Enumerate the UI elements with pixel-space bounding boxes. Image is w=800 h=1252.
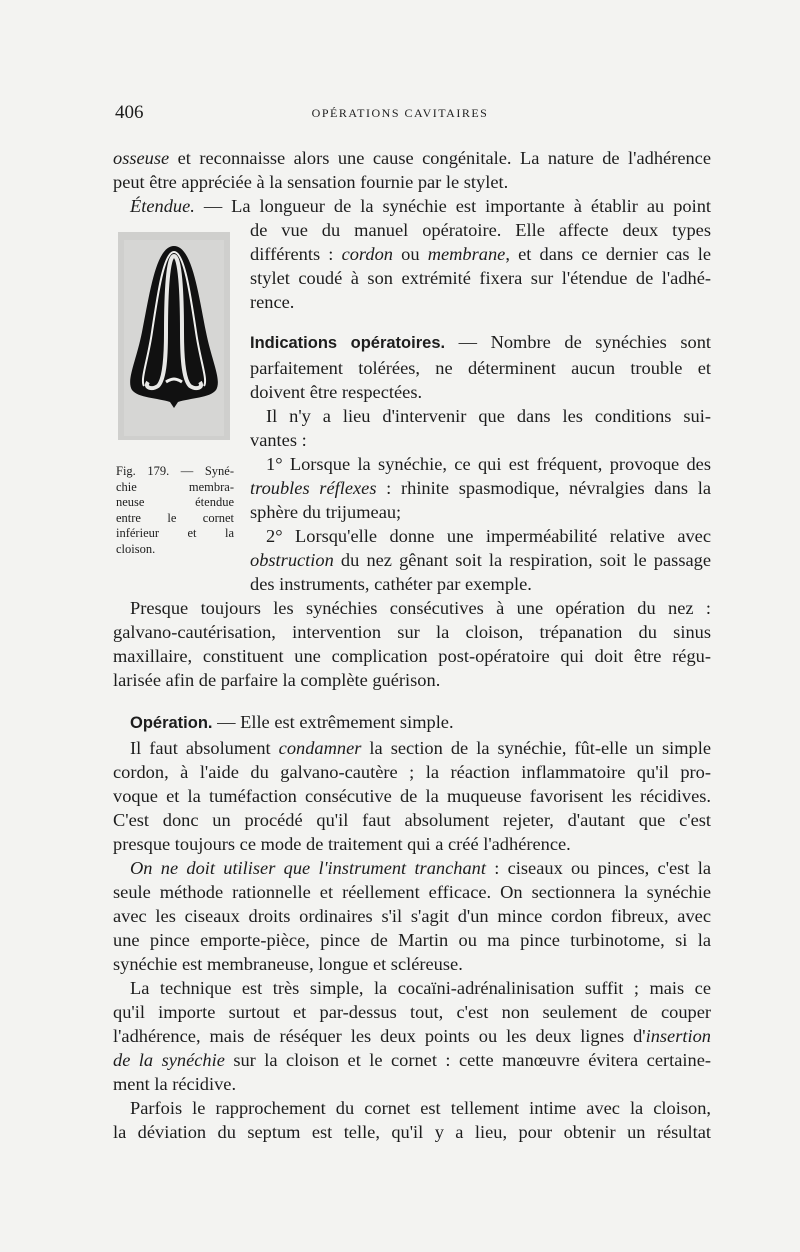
figure-caption — [116, 464, 234, 557]
text-line: la déviation du septum est telle, qu'il y a lieu, pour obtenir un résultat — [113, 1122, 711, 1142]
text-line: ment la récidive. — [113, 1074, 237, 1094]
text-line: 2° Lorsqu'elle donne une imperméabilité relative avec — [266, 526, 711, 546]
section-heading: Indications opératoires. — [250, 334, 446, 352]
text-line: Presque toujours les synéchies consécutives à une opération du nez : — [130, 598, 711, 618]
text-line: vantes : — [250, 430, 307, 450]
text-line: avec les ciseaux droits ordinaires s'il s'agit d'un mince cordon fibreux, avec — [113, 906, 711, 926]
text-line: peut être appréciée à la sensation fournie par le stylet. — [113, 172, 509, 192]
text-line: stylet coudé à son extrémité fixera sur l'étendue de l'adhé- — [250, 268, 711, 288]
text-line: Parfois le rapprochement du cornet est tellement intime avec la cloison, — [130, 1098, 711, 1118]
text-line: rence. — [250, 292, 295, 312]
text-line: doivent être respectées. — [250, 382, 423, 402]
text-line: voque et la tuméfaction consécutive de la muqueuse favorisent les récidives. — [113, 786, 711, 806]
caption-line: chie membra- — [116, 479, 234, 494]
text-line: sphère du trijumeau; — [250, 502, 402, 522]
text-line: cordon, à l'aide du galvano-cautère ; la réaction inflammatoire qu'il pro- — [113, 762, 711, 782]
text-line: obstruction du nez gênant soit la respiration, soit le passage — [250, 550, 711, 570]
text-line: l'adhérence, mais de réséquer les deux points ou les deux lignes d'insertion — [113, 1026, 711, 1046]
text-line: 1° Lorsque la synéchie, ce qui est fréquent, provoque des — [266, 454, 711, 474]
running-head: OPÉRATIONS CAVITAIRES — [311, 106, 489, 120]
text-line: une pince emporte-pièce, pince de Martin ou ma pince turbinotome, si la — [113, 930, 711, 950]
text-line: osseuse et reconnaisse alors une cause congénitale. La nature de l'adhérence — [113, 148, 711, 168]
text-line: presque toujours ce mode de traitement qui a créé l'adhérence. — [113, 834, 571, 854]
text-line: de vue du manuel opératoire. Elle affecte deux types — [250, 220, 711, 240]
text-line: maxillaire, constituent une complication post-opératoire qui doit être régu- — [113, 646, 711, 666]
caption-line: cloison. — [116, 541, 156, 556]
text-line: troubles réflexes : rhinite spasmodique, névralgies dans la — [250, 478, 711, 498]
text-line: Il n'y a lieu d'intervenir que dans les conditions sui- — [266, 406, 711, 426]
text-line: larisée afin de parfaire la complète guérison. — [113, 670, 441, 690]
text-line: Opération. — Elle est extrêmement simple. — [130, 712, 454, 732]
text-line: C'est donc un procédé qu'il faut absolument rejeter, d'autant que c'est — [113, 810, 711, 830]
text-line: On ne doit utiliser que l'instrument tranchant : ciseaux ou pinces, c'est la — [130, 858, 711, 878]
text-line: Étendue. — La longueur de la synéchie est importante à établir au point — [130, 196, 711, 216]
text-line: parfaitement tolérées, ne déterminent aucun trouble et — [250, 358, 711, 378]
caption-line: neuse étendue — [116, 495, 234, 509]
text-line: synéchie est membraneuse, longue et scléreuse. — [113, 954, 463, 974]
caption-line: inférieur et la — [116, 526, 234, 540]
text-line: différents : cordon ou membrane, et dans ce dernier cas le — [250, 244, 711, 264]
section-heading: Opération. — [130, 714, 213, 732]
text-line: qu'il importe surtout et par-dessus tout, c'est non seulement de couper — [113, 1002, 711, 1022]
nasal-section-figure — [118, 232, 230, 440]
text-line: galvano-cautérisation, intervention sur la cloison, trépanation du sinus — [113, 622, 711, 642]
text-line: Indications opératoires. — Nombre de synéchies sont — [250, 332, 711, 352]
caption-line: entre le cornet — [116, 510, 234, 525]
caption-line: Fig. 179. — Syné- — [116, 464, 234, 478]
text-line: de la synéchie sur la cloison et le cornet : cette manœuvre évitera certaine- — [113, 1050, 711, 1070]
text-line: seule méthode rationnelle et réellement efficace. On sectionnera la synéchie — [113, 882, 711, 902]
text-line: des instruments, cathéter par exemple. — [250, 574, 532, 594]
page-number: 406 — [115, 102, 144, 123]
text-line: Il faut absolument condamner la section de la synéchie, fût-elle un simple — [130, 738, 712, 758]
text-line: La technique est très simple, la cocaïni-adrénalinisation suffit ; mais ce — [130, 978, 711, 998]
